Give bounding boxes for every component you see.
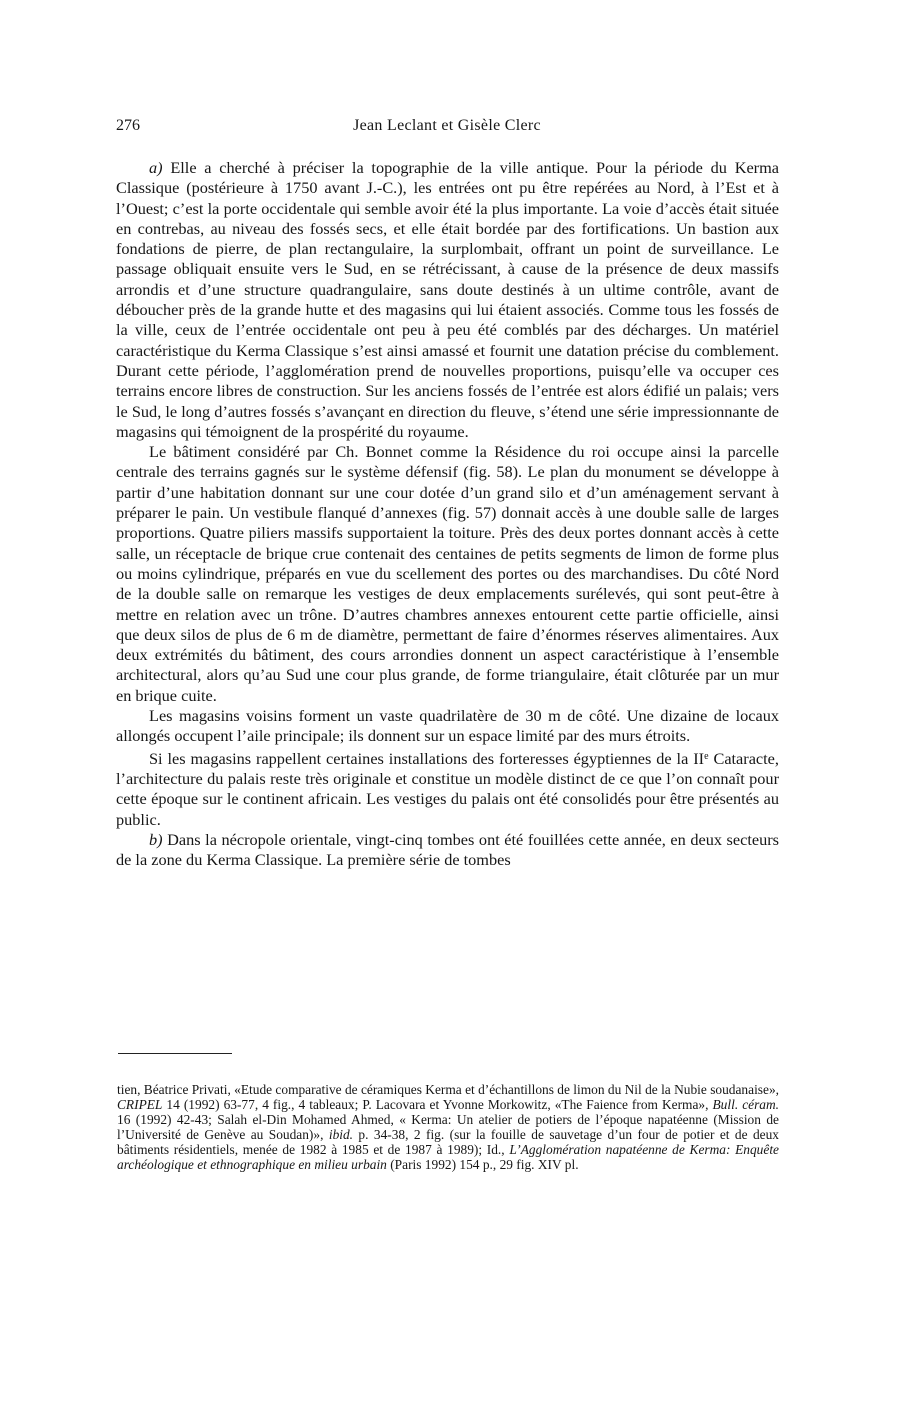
- main-text: [116, 158, 779, 870]
- footnote-segment: p. 34-38, 2 fig. (sur la fouille de sauvetage d’un four de potier et de deux bâtiments résidentiels, menée de 1982 à 1985 et de 1987 à 1989); Id.,: [117, 1126, 780, 1157]
- paragraph-text: Si les magasins rappellent certaines installations des forteresses égyptiennes de la II: [149, 748, 705, 768]
- superscript: e: [704, 750, 709, 762]
- footnote-segment: 14 (1992) 63-77, 4 fig., 4 tableaux; P. Lacovara et Yvonne Morkowitz, «The Faience from Kerma»,: [162, 1096, 713, 1112]
- footnote-title: ibid.: [328, 1126, 354, 1142]
- footnote-separator: [118, 1053, 232, 1054]
- footnote-text: [117, 1083, 779, 1172]
- paragraph: [116, 158, 779, 442]
- footnote-title: CRIPEL: [117, 1096, 163, 1112]
- footnote: [117, 1083, 779, 1172]
- footnote-title: Bull. céram.: [712, 1096, 780, 1112]
- page-number: 276: [116, 117, 140, 134]
- paragraph-lead-marker: b): [149, 829, 163, 849]
- footnote-segment: (Paris 1992) 154 p., 29 fig. XIV pl.: [386, 1156, 579, 1172]
- paragraph-text: Elle a cherché à préciser la topographie de la ville antique. Pour la période du Kerma Classique (postérieure à 1750 avant J.-C.), les entrées ont pu être repérées au Nord, à l’Est et à l’Ouest; c’est la porte occidentale qui semble avoir été la plus importante. La voie d’accès était située en contrebas, au niveau des fossés secs, et elle était bordée par des fortifications. Un bastion aux fondations de pierre, de plan rectangulaire, la surplombait, offrant un point de surveillance. Le passage obliquait ensuite vers le Sud, en se rétrécissant, à cause de la présence de deux massifs arrondis et d’une structure quadrangulaire, sans doute destinés à un ultime contrôle, avant de déboucher près de la grande hutte et des magasins qui lui étaient associés. Comme tous les fossés de la ville, ceux de l’entrée occidentale ont peu à peu été comblés par des décharges. Un matériel caractéristique du Kerma Classique s’est ainsi amassé et fournit une datation précise du comblement. Durant cette période, l’agglomération prend de nouvelles proportions, puisqu’elle va occuper ces terrains encore libres de construction. Sur les anciens fossés de l’entrée est alors édifié un palais; vers le Sud, le long d’autres fossés s’avançant en direction du fleuve, s’étend une série impressionnante de magasins qui témoignent de la prospérité du royaume.: [116, 158, 779, 441]
- paragraph-text: Cataracte, l’architecture du palais reste très originale et constitue un modèle distinct de ce que l’on connaît pour cette époque sur le continent africain. Les vestiges du palais ont été consolidés pour être présentés au public.: [116, 748, 779, 829]
- paragraph: [116, 747, 779, 830]
- page-header: [116, 117, 778, 139]
- footnote-segment: tien, Béatrice Privati, «Etude comparative de céramiques Kerma et d’échantillons de limon du Nil de la Nubie soudanaise»,: [117, 1082, 779, 1097]
- paragraph-text: Les magasins voisins forment un vaste quadrilatère de 30 m de côté. Une dizaine de locaux allongés occupent l’aile principale; ils donnent sur un espace limité par des murs étroits.: [116, 706, 779, 746]
- paragraph: [116, 442, 779, 706]
- paragraph-text: Dans la nécropole orientale, vingt-cinq tombes ont été fouillées cette année, en deux secteurs de la zone du Kerma Classique. La première série de tombes: [116, 829, 779, 870]
- paragraph: [116, 830, 779, 871]
- paragraph: [116, 706, 779, 747]
- running-head: Jean Leclant et Gisèle Clerc: [353, 117, 541, 134]
- paragraph-lead-marker: a): [149, 158, 163, 177]
- footnote-segment: 16 (1992) 42-43; Salah el-Din Mohamed Ahmed, « Kerma: Un atelier de potiers de l’époque napatéenne (Mission de l’Université de Genève au Soudan)»,: [117, 1111, 779, 1142]
- paragraph-text: Le bâtiment considéré par Ch. Bonnet comme la Résidence du roi occupe ainsi la parcelle centrale des terrains gagnés sur le système défensif (fig. 58). Le plan du monument se développe à partir d’une habitation donnant sur une cour dotée d’un grand silo et d’un aménagement servant à préparer le pain. Un vestibule flanqué d’annexes (fig. 57) donnait accès à une double salle de larges proportions. Quatre piliers massifs supportaient la toiture. Près des deux portes donnant accès à cette salle, un réceptacle de brique crue contenait des centaines de petits segments de limon de forme plus ou moins cylindrique, préparés en vue du scellement des portes ou des marchandises. Du côté Nord de la double salle on remarque les vestiges de deux emplacements surélevés, qui sont peut-être à mettre en relation avec un trône. D’autres chambres annexes entourent cette partie officielle, ainsi que deux silos de plus de 6 m de diamètre, permettant de faire d’énormes réserves alimentaires. Aux deux extrémités du bâtiment, des cours arrondies donnent un aspect caractéristique à l’ensemble architectural, alors qu’au Sud une cour plus grande, de forme triangulaire, était clôturée par un mur en brique cuite.: [116, 442, 779, 705]
- footnote-title: L’Agglomération napatéenne de Kerma: Enquête archéologique et ethnographique en milieu urbain: [117, 1141, 779, 1172]
